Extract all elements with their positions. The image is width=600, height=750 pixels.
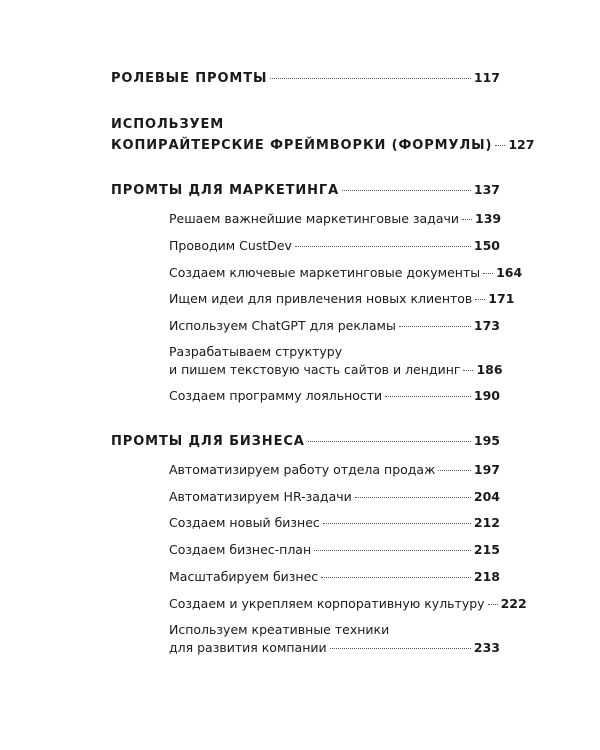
item-title: Создаем и укрепляем корпоративную культуру [169, 596, 485, 611]
page-number: 171 [488, 291, 515, 306]
toc-section-role-prompts[interactable] [111, 70, 500, 86]
section-title: ПРОМТЫ ДЛЯ МАРКЕТИНГА [111, 183, 340, 198]
toc-section-copywriting-frameworks[interactable] [111, 137, 535, 153]
toc-item[interactable] [169, 515, 500, 530]
toc-section-marketing-prompts[interactable] [111, 182, 500, 198]
page-number: 137 [473, 182, 500, 197]
item-title: Создаем ключевые маркетинговые документы [169, 265, 481, 280]
item-title: Автоматизируем работу отдела продаж [169, 462, 436, 477]
item-title-line-1: Используем креативные техники [169, 622, 390, 637]
toc-item[interactable] [169, 569, 500, 584]
item-title: Масштабируем бизнес [169, 569, 319, 584]
page-number: 127 [508, 137, 535, 152]
page-number: 139 [475, 211, 502, 226]
dot-leader [463, 370, 473, 371]
dot-leader [308, 441, 471, 442]
toc-item[interactable] [169, 489, 500, 504]
dot-leader [385, 396, 471, 397]
page-number: 212 [473, 515, 500, 530]
toc-item[interactable] [169, 211, 500, 226]
page-number: 215 [473, 542, 500, 557]
toc-item[interactable] [169, 542, 500, 557]
dot-leader [475, 299, 485, 300]
section-title: РОЛЕВЫЕ ПРОМТЫ [111, 71, 268, 86]
toc-item[interactable] [169, 640, 500, 655]
toc-item[interactable] [169, 291, 515, 306]
page-number: 190 [473, 388, 500, 403]
page-number: 195 [473, 433, 500, 448]
page-number: 150 [473, 238, 500, 253]
item-title: Используем ChatGPT для рекламы [169, 318, 396, 333]
toc-item[interactable] [169, 596, 527, 611]
item-title-line-2: для развития компании [169, 640, 327, 655]
section-title-line-1: ИСПОЛЬЗУЕМ [111, 117, 225, 132]
item-title: Решаем важнейшие маркетинговые задачи [169, 211, 459, 226]
dot-leader [483, 273, 493, 274]
item-title: Создаем бизнес-план [169, 542, 312, 557]
page-number: 197 [473, 462, 500, 477]
dot-leader [330, 648, 471, 649]
dot-leader [355, 497, 471, 498]
page-number: 204 [473, 489, 500, 504]
page-number: 186 [476, 362, 503, 377]
item-title: Создаем новый бизнес [169, 515, 320, 530]
page-number: 117 [473, 70, 500, 85]
dot-leader [399, 326, 471, 327]
dot-leader [270, 78, 471, 79]
item-title: Создаем программу лояльности [169, 388, 383, 403]
dot-leader [295, 246, 471, 247]
toc-section-business-prompts[interactable] [111, 433, 500, 449]
section-title-line-2: КОПИРАЙТЕРСКИЕ ФРЕЙМВОРКИ (ФОРМУЛЫ) [111, 138, 493, 153]
dot-leader [321, 577, 471, 578]
toc-item[interactable] [169, 265, 523, 280]
dot-leader [462, 219, 472, 220]
page-number: 222 [500, 596, 527, 611]
dot-leader [438, 470, 471, 471]
page-number: 173 [473, 318, 500, 333]
toc-item[interactable] [169, 462, 500, 477]
toc-item[interactable] [169, 318, 500, 333]
page-number: 218 [473, 569, 500, 584]
item-title: Автоматизируем HR-задачи [169, 489, 352, 504]
toc-item[interactable] [169, 388, 500, 403]
dot-leader [314, 550, 471, 551]
dot-leader [495, 145, 505, 146]
page-number: 233 [473, 640, 500, 655]
dot-leader [488, 604, 498, 605]
toc-item[interactable] [169, 238, 500, 253]
item-title-line-1: Разрабатываем структуру [169, 344, 343, 359]
section-title: ПРОМТЫ ДЛЯ БИЗНЕСА [111, 434, 305, 449]
item-title-line-2: и пишем текстовую часть сайтов и лендинг [169, 362, 461, 377]
item-title: Ищем идеи для привлечения новых клиентов [169, 291, 473, 306]
dot-leader [342, 190, 471, 191]
toc-item[interactable] [169, 362, 503, 377]
item-title: Проводим CustDev [169, 238, 292, 253]
dot-leader [323, 523, 471, 524]
page-number: 164 [496, 265, 523, 280]
